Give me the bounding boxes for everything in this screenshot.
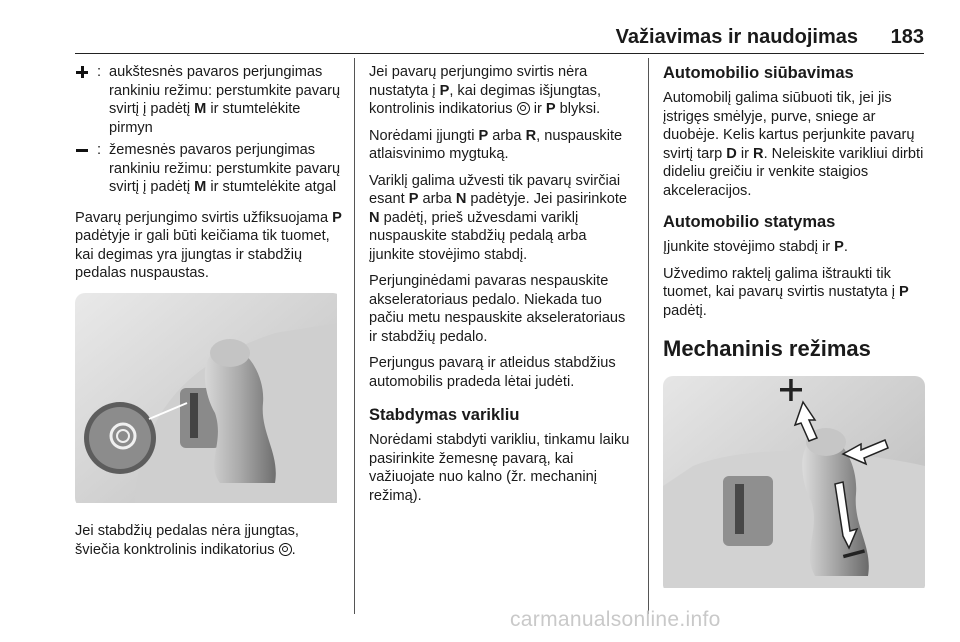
paragraph-start: Variklį galima užvesti tik pavarų svirčiai esant P arba N padėtyje. Jei pasirinkote N padėtį, prieš užvesdami variklį nuspauskite stabdžių pedalą arba įjunkite stovėjimo stabdį. — [369, 172, 627, 263]
minus-icon — [75, 141, 97, 197]
heading-engine-braking: Stabdymas varikliu — [369, 406, 520, 424]
gear-lever-lock-photo — [75, 293, 343, 509]
paragraph-lock: Pavarų perjungimo svirtis užfiksuojama P padėtyje ir gali būti keičiama tik tuomet, kai degimas yra įjungtas ir stabdžių pedalas nuspaustas. — [75, 209, 342, 281]
header-rule — [75, 53, 924, 54]
brake-indicator-icon — [517, 102, 530, 115]
watermark: carmanualsonline.info — [510, 608, 721, 631]
column-1 — [75, 63, 343, 567]
header-title: Važiavimas ir naudojimas — [615, 26, 858, 48]
paragraph-blink: Jei pavarų perjungimo svirtis nėra nustatyta į P, kai degimas išjungtas, kontrolinis indikatorius ir P blyksi. — [369, 64, 602, 117]
definition-downshift-text: žemesnės pavaros perjungimas rankiniu režimu: perstumkite pavarų svirtį į padėtį M ir stumtelėkite atgal — [109, 142, 341, 195]
gear-lever-photo-svg — [75, 293, 337, 503]
heading-manual-mode: Mechaninis režimas — [663, 336, 871, 361]
paragraph-pedals: Perjunginėdami pavaras nespauskite akseleratoriaus pedalo. Niekada tuo pačiu metu nespauskite akseleratoriaus ir stabdžių pedalo. — [369, 273, 626, 345]
column-divider-1 — [354, 58, 355, 614]
heading-rocking: Automobilio siūbavimas — [663, 64, 854, 82]
manual-mode-photo-svg — [663, 376, 925, 588]
paragraph-parking: Įjunkite stovėjimo stabdį ir P. — [663, 239, 848, 255]
definition-upshift: : aukštesnės pavaros perjungimas rankiniu režimu: perstumkite pavarų svirtį į padėtį M ir stumtelėkite pirmyn — [75, 63, 343, 137]
manual-mode-photo — [663, 376, 925, 594]
paragraph-rocking: Automobilį galima siūbuoti tik, jei jis įstrigęs smėlyje, purve, sniege ar duobėje. Kelis kartus perjunkite pavarų svirtį tarp D ir R. Neleiskite varikliui dirbti dideliu greičiu ir venkite staigios akceleracijos. — [663, 90, 924, 199]
paragraph-release: Norėdami įjungti P arba R, nuspauskite atlaisvinimo mygtuką. — [369, 127, 623, 162]
paragraph-creep: Perjungus pavarą ir atleidus stabdžius automobilis pradeda lėtai judėti. — [369, 355, 616, 390]
column-2 — [369, 63, 633, 513]
heading-parking: Automobilio statymas — [663, 213, 836, 231]
paragraph-engine-braking: Norėdami stabdyti varikliu, tinkamu laiku pasirinkite žemesnę pavarą, kai važiuojate nuo kalno (žr. mechaninį režimą). — [369, 432, 630, 504]
paragraph-indicator: Jei stabdžių pedalas nėra įjungtas, šviečia konktrolinis indikatorius . — [75, 523, 299, 558]
paragraph-key: Užvedimo raktelį galima ištraukti tik tuomet, kai pavarų svirtis nustatyta į P padėtį. — [663, 265, 909, 319]
column-3 — [663, 63, 925, 608]
brake-indicator-icon — [279, 543, 292, 556]
column-divider-2 — [648, 58, 649, 614]
definition-upshift-text: aukštesnės pavaros perjungimas rankiniu režimu: perstumkite pavarų svirtį į padėtį M ir stumtelėkite pirmyn — [109, 64, 341, 136]
definition-downshift: : žemesnės pavaros perjungimas rankiniu režimu: perstumkite pavarų svirtį į padėtį M ir stumtelėkite atgal — [75, 141, 343, 197]
plus-icon — [75, 63, 97, 137]
page-header — [75, 26, 924, 50]
page-number: 183 — [890, 26, 924, 48]
